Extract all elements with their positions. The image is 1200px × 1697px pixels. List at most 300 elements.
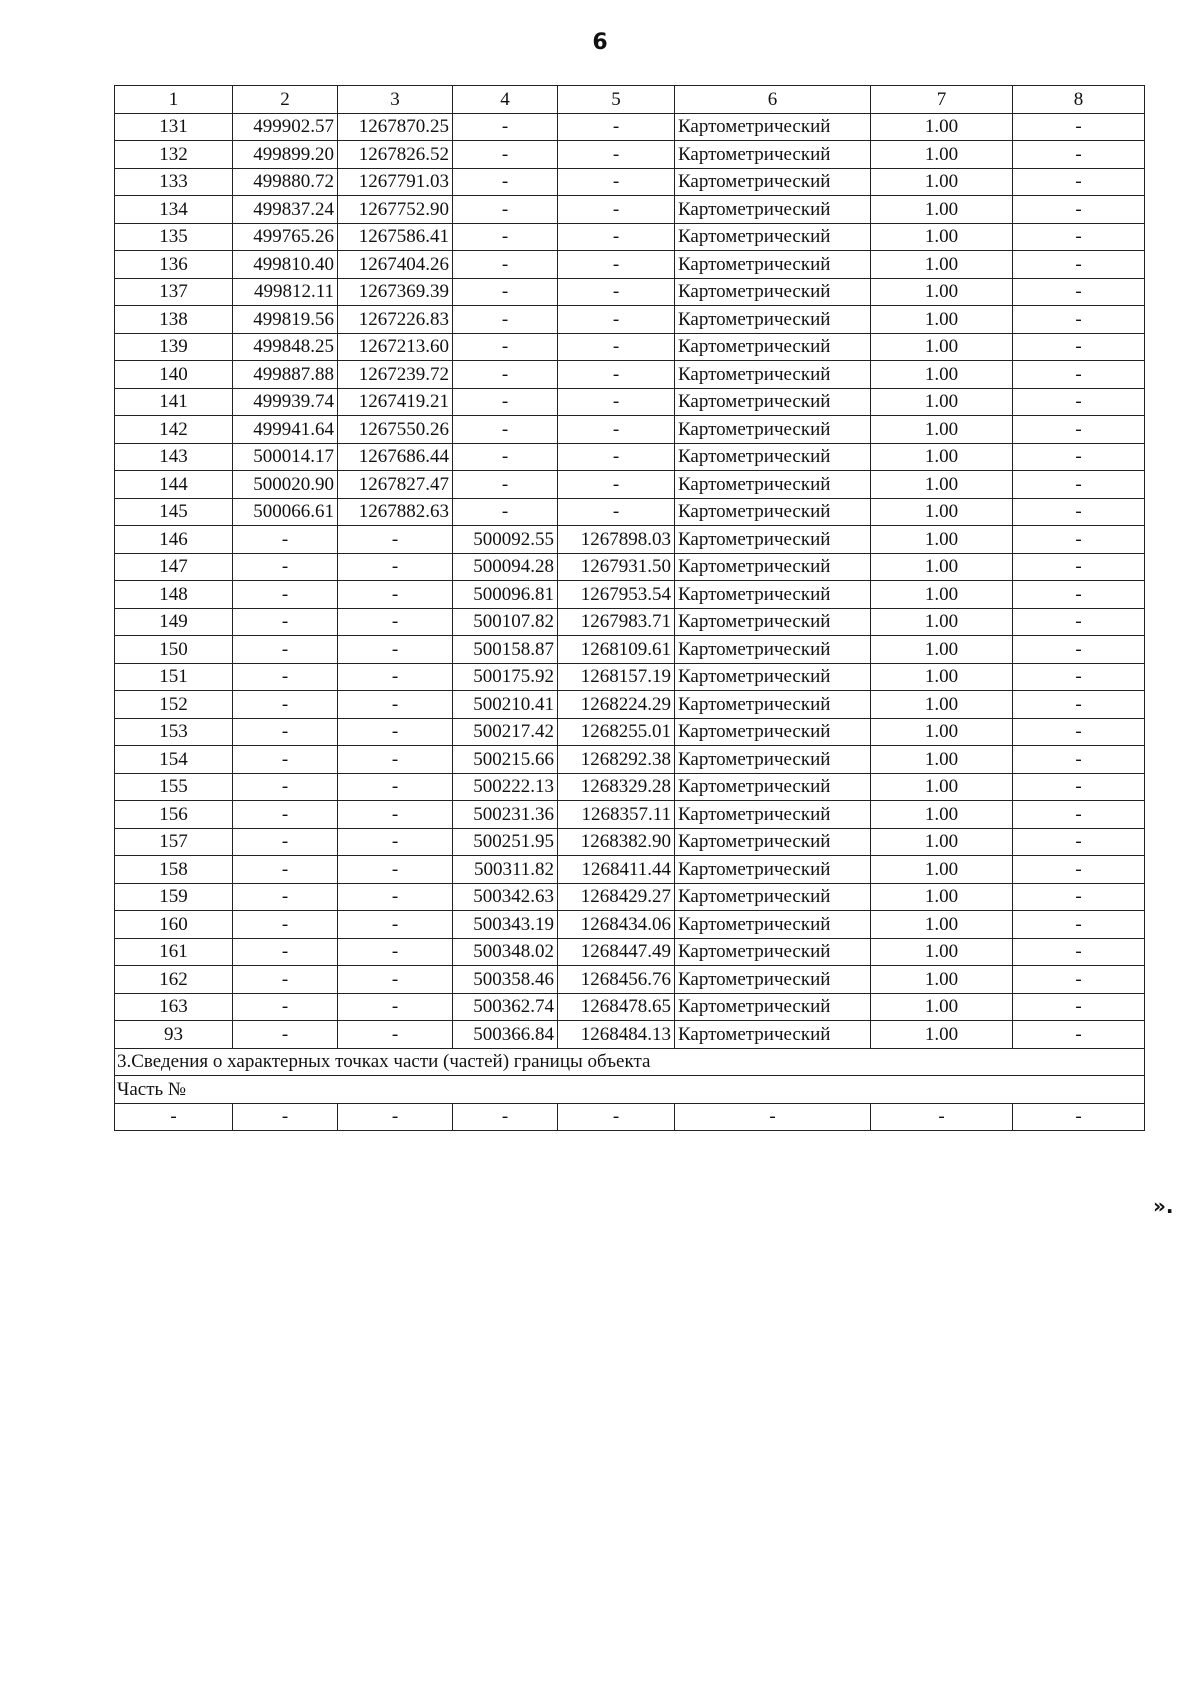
closing-quote-mark: ». (1153, 1194, 1174, 1218)
table-cell: 500348.02 (453, 938, 558, 966)
table-cell: - (233, 828, 338, 856)
table-cell: - (233, 883, 338, 911)
table-cell: 155 (115, 773, 233, 801)
column-header: 8 (1013, 86, 1145, 114)
table-cell: - (338, 663, 453, 691)
table-cell: 1268478.65 (558, 993, 675, 1021)
column-header: 2 (233, 86, 338, 114)
table-cell: 499899.20 (233, 141, 338, 169)
table-cell: 1268255.01 (558, 718, 675, 746)
table-cell: - (338, 993, 453, 1021)
table-cell: Картометрический (675, 361, 871, 389)
table-cell: - (1013, 278, 1145, 306)
table-cell: 163 (115, 993, 233, 1021)
table-cell: - (1013, 306, 1145, 334)
table-cell: 499837.24 (233, 196, 338, 224)
table-cell: 499812.11 (233, 278, 338, 306)
table-cell: 156 (115, 801, 233, 829)
table-row (115, 801, 1145, 829)
table-cell: - (1013, 196, 1145, 224)
table-cell: 500222.13 (453, 773, 558, 801)
table-cell: 1268224.29 (558, 691, 675, 719)
table-cell: 151 (115, 663, 233, 691)
table-cell: 1268292.38 (558, 746, 675, 774)
table-cell: - (338, 911, 453, 939)
table-cell: 1267953.54 (558, 581, 675, 609)
table-cell: 499939.74 (233, 388, 338, 416)
table-cell: - (233, 636, 338, 664)
table-cell: 135 (115, 223, 233, 251)
table-cell: 139 (115, 333, 233, 361)
table-cell: Картометрический (675, 801, 871, 829)
table-cell: - (338, 801, 453, 829)
table-row (115, 636, 1145, 664)
table-cell: - (338, 691, 453, 719)
table-cell: - (675, 1103, 871, 1131)
table-cell: - (233, 718, 338, 746)
table-cell: - (1013, 911, 1145, 939)
table-cell: 134 (115, 196, 233, 224)
section-title-row (115, 1048, 1145, 1076)
table-row (115, 251, 1145, 279)
column-header: 4 (453, 86, 558, 114)
table-cell: - (1013, 718, 1145, 746)
table-row (115, 608, 1145, 636)
table-cell: Картометрический (675, 938, 871, 966)
table-cell: Картометрический (675, 718, 871, 746)
table-cell: 1267882.63 (338, 498, 453, 526)
table-cell: 1.00 (871, 828, 1013, 856)
table-cell: 1.00 (871, 1021, 1013, 1049)
table-cell: - (1013, 113, 1145, 141)
table-cell: - (338, 636, 453, 664)
table-cell: Картометрический (675, 388, 871, 416)
table-row (115, 443, 1145, 471)
table-row (115, 388, 1145, 416)
table-cell: - (233, 911, 338, 939)
table-cell: - (453, 471, 558, 499)
table-cell: 1.00 (871, 911, 1013, 939)
table-cell: - (453, 443, 558, 471)
table-cell: - (1013, 498, 1145, 526)
table-cell: Картометрический (675, 141, 871, 169)
table-cell: 500231.36 (453, 801, 558, 829)
table-cell: 1.00 (871, 746, 1013, 774)
table-cell: - (558, 471, 675, 499)
table-cell: 1268411.44 (558, 856, 675, 884)
table-cell: - (233, 966, 338, 994)
table-cell: 1.00 (871, 196, 1013, 224)
column-header: 1 (115, 86, 233, 114)
table-cell: - (338, 526, 453, 554)
table-cell: - (1013, 828, 1145, 856)
table-body (115, 86, 1145, 1131)
table-cell: - (1013, 361, 1145, 389)
table-cell: 500020.90 (233, 471, 338, 499)
table-cell: 1267752.90 (338, 196, 453, 224)
table-cell: 1267898.03 (558, 526, 675, 554)
table-cell: 500362.74 (453, 993, 558, 1021)
table-cell: 159 (115, 883, 233, 911)
table-cell: 1267226.83 (338, 306, 453, 334)
table-cell: - (1013, 1103, 1145, 1131)
table-cell: 1267870.25 (338, 113, 453, 141)
table-cell: 500066.61 (233, 498, 338, 526)
table-cell: - (453, 498, 558, 526)
table-cell: Картометрический (675, 306, 871, 334)
table-cell: - (1013, 1021, 1145, 1049)
table-cell: - (338, 938, 453, 966)
table-cell: 1.00 (871, 553, 1013, 581)
table-cell: - (115, 1103, 233, 1131)
coordinates-table (114, 85, 1145, 1131)
table-cell: - (453, 251, 558, 279)
table-cell: - (558, 333, 675, 361)
table-cell: Картометрический (675, 1021, 871, 1049)
table-cell: - (233, 663, 338, 691)
table-row (115, 773, 1145, 801)
table-cell: 1268329.28 (558, 773, 675, 801)
table-cell: - (558, 498, 675, 526)
table-cell: - (338, 746, 453, 774)
table-cell: - (453, 1103, 558, 1131)
table-cell: 1267239.72 (338, 361, 453, 389)
table-cell: 1.00 (871, 801, 1013, 829)
table-cell: - (233, 993, 338, 1021)
table-cell: - (338, 553, 453, 581)
table-cell: 1268447.49 (558, 938, 675, 966)
table-cell: - (1013, 691, 1145, 719)
table-cell: - (453, 333, 558, 361)
table-row (115, 278, 1145, 306)
table-cell: 1.00 (871, 581, 1013, 609)
table-cell: - (338, 608, 453, 636)
table-row (115, 966, 1145, 994)
table-row (115, 993, 1145, 1021)
table-cell: Картометрический (675, 773, 871, 801)
table-cell: - (338, 828, 453, 856)
table-cell: 1268456.76 (558, 966, 675, 994)
table-cell: Картометрический (675, 966, 871, 994)
table-cell: 499902.57 (233, 113, 338, 141)
table-cell: - (558, 416, 675, 444)
table-cell: 500014.17 (233, 443, 338, 471)
table-row (115, 416, 1145, 444)
table-cell: 149 (115, 608, 233, 636)
column-header: 7 (871, 86, 1013, 114)
table-cell: 499941.64 (233, 416, 338, 444)
table-cell: - (1013, 746, 1145, 774)
table-cell: 1.00 (871, 993, 1013, 1021)
table-cell: - (558, 141, 675, 169)
table-cell: 1.00 (871, 168, 1013, 196)
table-cell: Картометрический (675, 251, 871, 279)
table-cell: - (338, 1021, 453, 1049)
table-cell: 1.00 (871, 416, 1013, 444)
table-row (115, 526, 1145, 554)
table-row (115, 828, 1145, 856)
table-cell: Картометрический (675, 471, 871, 499)
table-cell: - (1013, 168, 1145, 196)
table-cell: 161 (115, 938, 233, 966)
column-header: 3 (338, 86, 453, 114)
table-cell: - (453, 278, 558, 306)
table-cell: 1.00 (871, 471, 1013, 499)
table-cell: 499819.56 (233, 306, 338, 334)
table-cell: 1268357.11 (558, 801, 675, 829)
part-label: Часть № (115, 1076, 1145, 1104)
table-cell: 1267586.41 (338, 223, 453, 251)
table-cell: Картометрический (675, 883, 871, 911)
table-cell: 500107.82 (453, 608, 558, 636)
table-cell: 500311.82 (453, 856, 558, 884)
table-row (115, 141, 1145, 169)
table-cell: 153 (115, 718, 233, 746)
table-cell: 136 (115, 251, 233, 279)
table-cell: 500096.81 (453, 581, 558, 609)
table-row (115, 498, 1145, 526)
table-cell: - (558, 443, 675, 471)
table-cell: 1268484.13 (558, 1021, 675, 1049)
table-cell: 157 (115, 828, 233, 856)
table-cell: 1267983.71 (558, 608, 675, 636)
table-cell: - (558, 223, 675, 251)
table-cell: - (558, 251, 675, 279)
column-header: 5 (558, 86, 675, 114)
table-cell: Картометрический (675, 828, 871, 856)
table-cell: - (233, 801, 338, 829)
table-cell: 137 (115, 278, 233, 306)
table-cell: 1267369.39 (338, 278, 453, 306)
table-cell: 1.00 (871, 498, 1013, 526)
table-cell: - (233, 746, 338, 774)
table-cell: - (338, 773, 453, 801)
table-cell: - (233, 938, 338, 966)
section-title: 3.Сведения о характерных точках части (частей) границы объекта (115, 1048, 1145, 1076)
table-cell: Картометрический (675, 636, 871, 664)
table-cell: 93 (115, 1021, 233, 1049)
table-cell: Картометрический (675, 416, 871, 444)
table-cell: - (338, 883, 453, 911)
table-cell: - (1013, 333, 1145, 361)
table-row (115, 718, 1145, 746)
table-cell: - (1013, 856, 1145, 884)
table-cell: 1.00 (871, 856, 1013, 884)
table-cell: - (338, 1103, 453, 1131)
table-cell: 1267213.60 (338, 333, 453, 361)
table-cell: - (558, 113, 675, 141)
table-cell: - (558, 388, 675, 416)
table-cell: - (1013, 883, 1145, 911)
table-cell: 141 (115, 388, 233, 416)
table-cell: 500366.84 (453, 1021, 558, 1049)
table-cell: 1267419.21 (338, 388, 453, 416)
table-row (115, 223, 1145, 251)
table-cell: 500092.55 (453, 526, 558, 554)
table-cell: 500342.63 (453, 883, 558, 911)
table-cell: - (1013, 251, 1145, 279)
table-cell: 140 (115, 361, 233, 389)
table-cell: 146 (115, 526, 233, 554)
table-cell: - (233, 553, 338, 581)
table-cell: 1.00 (871, 278, 1013, 306)
table-cell: 1.00 (871, 361, 1013, 389)
table-cell: 1.00 (871, 636, 1013, 664)
table-cell: - (453, 388, 558, 416)
table-cell: Картометрический (675, 168, 871, 196)
table-cell: - (1013, 636, 1145, 664)
table-row (115, 333, 1145, 361)
table-cell: - (233, 773, 338, 801)
table-cell: Картометрический (675, 856, 871, 884)
table-cell: - (233, 691, 338, 719)
table-cell: Картометрический (675, 663, 871, 691)
table-cell: - (338, 718, 453, 746)
table-cell: 147 (115, 553, 233, 581)
table-cell: 1268157.19 (558, 663, 675, 691)
table-cell: - (1013, 223, 1145, 251)
table-cell: 154 (115, 746, 233, 774)
table-cell: - (233, 581, 338, 609)
table-cell: 1.00 (871, 251, 1013, 279)
table-cell: Картометрический (675, 498, 871, 526)
table-cell: Картометрический (675, 223, 871, 251)
table-cell: 158 (115, 856, 233, 884)
table-cell: 1.00 (871, 526, 1013, 554)
table-cell: Картометрический (675, 608, 871, 636)
table-cell: 1268382.90 (558, 828, 675, 856)
table-cell: - (558, 306, 675, 334)
table-cell: - (453, 223, 558, 251)
table-row (115, 553, 1145, 581)
table-row (115, 691, 1145, 719)
table-row (115, 168, 1145, 196)
table-cell: 1267826.52 (338, 141, 453, 169)
table-cell: Картометрический (675, 196, 871, 224)
table-cell: - (1013, 443, 1145, 471)
table-cell: 1.00 (871, 443, 1013, 471)
table-cell: 1.00 (871, 113, 1013, 141)
table-row (115, 471, 1145, 499)
table-cell: - (1013, 141, 1145, 169)
table-cell: 499765.26 (233, 223, 338, 251)
table-header-row (115, 86, 1145, 114)
table-cell: - (233, 526, 338, 554)
table-cell: - (1013, 938, 1145, 966)
table-cell: - (1013, 416, 1145, 444)
table-cell: Картометрический (675, 553, 871, 581)
table-cell: 499848.25 (233, 333, 338, 361)
table-cell: 1267931.50 (558, 553, 675, 581)
table-cell: Картометрический (675, 746, 871, 774)
table-cell: 132 (115, 141, 233, 169)
table-cell: - (1013, 581, 1145, 609)
table-cell: 133 (115, 168, 233, 196)
table-cell: 162 (115, 966, 233, 994)
table-cell: 1267550.26 (338, 416, 453, 444)
table-cell: Картометрический (675, 278, 871, 306)
table-cell: 1268434.06 (558, 911, 675, 939)
table-cell: 1.00 (871, 141, 1013, 169)
table-cell: - (1013, 471, 1145, 499)
table-cell: - (1013, 608, 1145, 636)
table-cell: 500158.87 (453, 636, 558, 664)
table-cell: 1267686.44 (338, 443, 453, 471)
table-cell: - (233, 1103, 338, 1131)
table-row (115, 196, 1145, 224)
table-cell: - (338, 581, 453, 609)
table-cell: 1268109.61 (558, 636, 675, 664)
table-cell: - (453, 113, 558, 141)
table-cell: 1.00 (871, 966, 1013, 994)
table-cell: - (453, 361, 558, 389)
table-cell: - (558, 361, 675, 389)
table-cell: 500210.41 (453, 691, 558, 719)
table-cell: Картометрический (675, 443, 871, 471)
table-cell: 1267404.26 (338, 251, 453, 279)
table-cell: 143 (115, 443, 233, 471)
table-cell: 1.00 (871, 663, 1013, 691)
table-cell: - (453, 168, 558, 196)
table-cell: 1.00 (871, 223, 1013, 251)
table-cell: 1.00 (871, 691, 1013, 719)
part-label-row (115, 1076, 1145, 1104)
table-cell: 500215.66 (453, 746, 558, 774)
table-cell: - (1013, 553, 1145, 581)
table-cell: 500175.92 (453, 663, 558, 691)
table-cell: 1.00 (871, 388, 1013, 416)
table-cell: - (558, 168, 675, 196)
table-row (115, 113, 1145, 141)
table-cell: - (338, 856, 453, 884)
table-cell: 138 (115, 306, 233, 334)
table-cell: - (453, 416, 558, 444)
table-cell: Картометрический (675, 333, 871, 361)
table-cell: - (453, 196, 558, 224)
table-cell: - (1013, 993, 1145, 1021)
table-cell: 1.00 (871, 938, 1013, 966)
table-cell: Картометрический (675, 691, 871, 719)
table-cell: Картометрический (675, 526, 871, 554)
table-cell: - (1013, 773, 1145, 801)
table-cell: Картометрический (675, 113, 871, 141)
table-cell: 145 (115, 498, 233, 526)
table-cell: 1267827.47 (338, 471, 453, 499)
table-cell: - (1013, 663, 1145, 691)
page-number: 6 (592, 30, 608, 55)
column-header: 6 (675, 86, 871, 114)
table-cell: - (453, 141, 558, 169)
table-cell: 131 (115, 113, 233, 141)
table-cell: 1.00 (871, 608, 1013, 636)
table-cell: - (1013, 526, 1145, 554)
table-cell: - (1013, 801, 1145, 829)
table-cell: - (453, 306, 558, 334)
table-cell: - (871, 1103, 1013, 1131)
table-cell: 1267791.03 (338, 168, 453, 196)
part-row (115, 1103, 1145, 1131)
table-cell: 500094.28 (453, 553, 558, 581)
table-row (115, 911, 1145, 939)
table-cell: 144 (115, 471, 233, 499)
table-cell: - (558, 278, 675, 306)
table-cell: 499880.72 (233, 168, 338, 196)
table-cell: 500358.46 (453, 966, 558, 994)
table-row (115, 746, 1145, 774)
table-cell: 499887.88 (233, 361, 338, 389)
table-cell: 1.00 (871, 883, 1013, 911)
table-row (115, 306, 1145, 334)
